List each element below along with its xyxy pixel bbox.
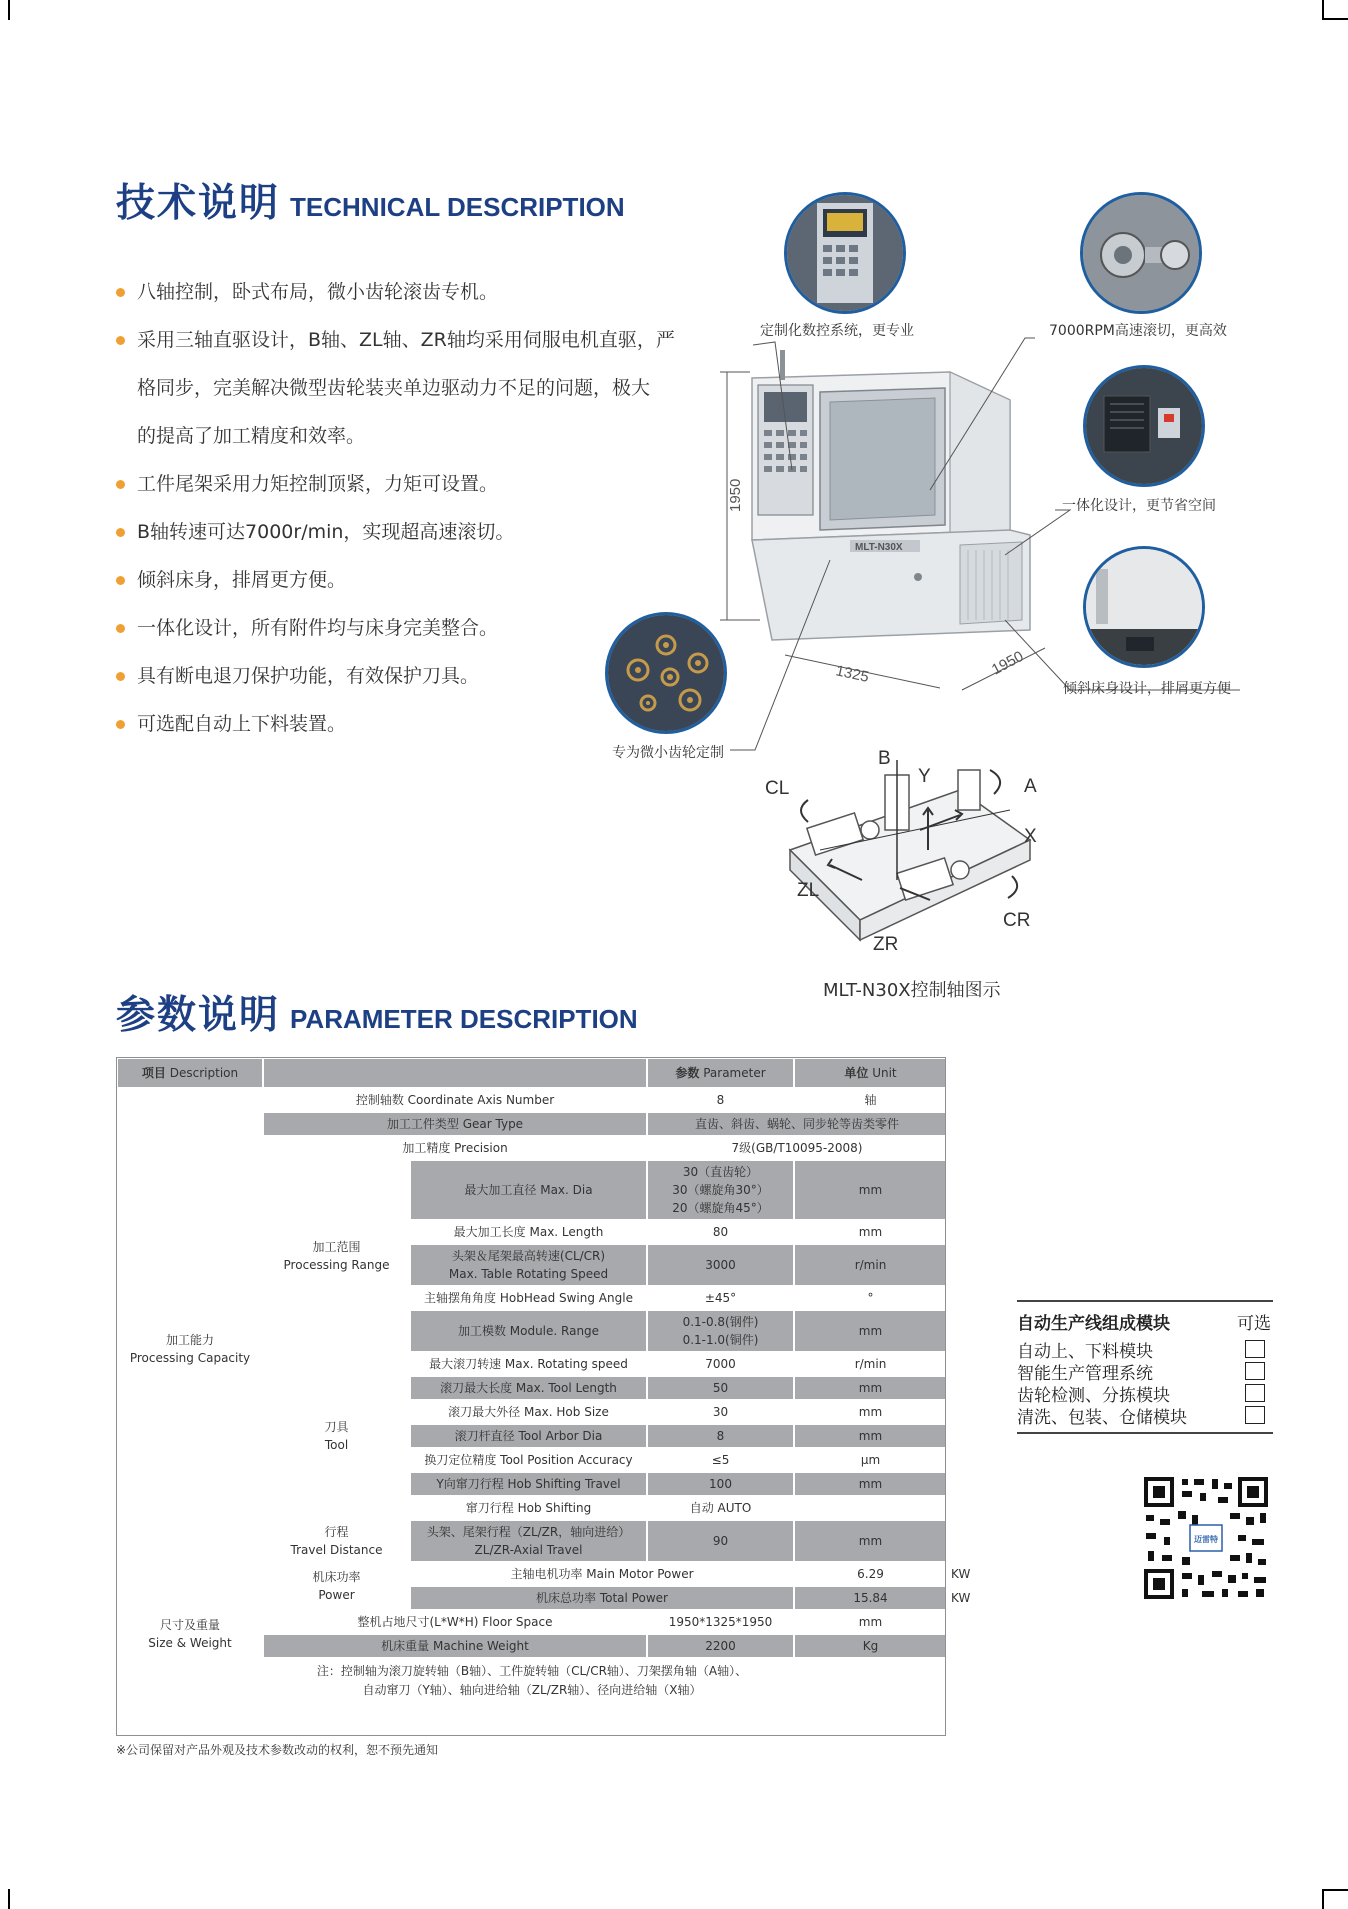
row-label: 主轴电机功率 Main Motor Power xyxy=(410,1562,794,1586)
axis-label-B: B xyxy=(878,748,891,769)
machine-model-plate: MLT-N30X xyxy=(855,542,903,553)
feature-item: B轴转速可达7000r/min，实现超高速滚切。 xyxy=(115,508,675,556)
row-label: 头架、尾架行程（ZL/ZR，轴向进给） ZL/ZR-Axial Travel xyxy=(410,1520,647,1562)
row-unit: mm xyxy=(794,1610,947,1634)
group-size: 尺寸及重量 Size & Weight xyxy=(117,1610,263,1658)
row-label: 控制轴数 Coordinate Axis Number xyxy=(263,1088,647,1112)
axis-label-X: X xyxy=(1024,826,1037,847)
module-checkbox[interactable] xyxy=(1245,1384,1265,1402)
integrated-photo-circle xyxy=(1083,365,1205,487)
module-label: 自动上、下料模块 xyxy=(1017,1341,1153,1362)
axis-label-ZL: ZL xyxy=(797,880,820,901)
spindle-photo-circle xyxy=(1080,192,1202,314)
row-value: 8 xyxy=(647,1424,794,1448)
group-travel: 行程 Travel Distance xyxy=(263,1520,410,1562)
row-value: 0.1-0.8(钢件) 0.1-1.0(铜件) xyxy=(647,1310,794,1352)
spindle-icon xyxy=(1083,195,1199,311)
row-unit: mm xyxy=(794,1220,947,1244)
row-unit xyxy=(794,1496,947,1520)
modules-bottom-rule xyxy=(1017,1432,1273,1434)
bed-icon xyxy=(1086,549,1202,665)
callout-speed: 7000RPM高速滚切，更高效 xyxy=(1049,323,1227,339)
row-label: 主轴摆角角度 HobHead Swing Angle xyxy=(410,1286,647,1310)
axis-label-CL: CL xyxy=(765,778,790,799)
crop-mark-top-right xyxy=(1322,0,1324,20)
row-unit: mm xyxy=(794,1160,947,1220)
parameter-title-cn: 参数说明 xyxy=(116,993,281,1038)
callout-bed: 倾斜床身设计，排屑更方便 xyxy=(1063,681,1231,697)
optional-modules xyxy=(1017,1300,1273,1434)
group-range: 加工范围 Processing Range xyxy=(263,1160,410,1352)
header-item: 项目 Description xyxy=(117,1058,263,1088)
module-checkbox[interactable] xyxy=(1245,1362,1265,1380)
row-value: 30（直齿轮） 30（螺旋角30°） 20（螺旋角45°） xyxy=(647,1160,794,1220)
callout-gears: 专为微小齿轮定制 xyxy=(612,745,724,761)
gears-photo-circle xyxy=(605,612,727,734)
module-row xyxy=(1017,1404,1273,1426)
feature-item: 工件尾架采用力矩控制顶紧，力矩可设置。 xyxy=(115,460,675,508)
dim-height: 1950 xyxy=(727,478,744,512)
feature-item: 具有断电退刀保护功能，有效保护刀具。 xyxy=(115,652,675,700)
table-row: 机床总功率 Total Power 15.84 KW xyxy=(117,1586,947,1610)
header-blank xyxy=(263,1058,647,1088)
feature-list xyxy=(115,268,675,748)
axis-label-CR: CR xyxy=(1003,910,1031,931)
module-label: 智能生产管理系统 xyxy=(1017,1363,1153,1384)
axis-diagram xyxy=(780,750,1040,950)
row-label: 加工精度 Precision xyxy=(263,1136,647,1160)
table-note: 注：控制轴为滚刀旋转轴（B轴）、工件旋转轴（CL/CR轴）、刀架摆角轴（A轴）、 自动窜刀（Y轴）、轴向进给轴（ZL/ZR轴）、径向进给轴（X轴） xyxy=(117,1658,947,1704)
qr-code xyxy=(1142,1475,1270,1601)
row-label: 窜刀行程 Hob Shifting xyxy=(410,1496,647,1520)
feature-item: 一体化设计，所有附件均与床身完美整合。 xyxy=(115,604,675,652)
module-checkbox[interactable] xyxy=(1245,1406,1265,1424)
micro-gears-icon xyxy=(608,615,724,731)
modules-header xyxy=(1017,1300,1273,1338)
row-label: Y向窜刀行程 Hob Shifting Travel xyxy=(410,1472,647,1496)
row-unit: r/min xyxy=(794,1352,947,1376)
header-unit: 单位 Unit xyxy=(794,1058,947,1088)
row-unit: Kg xyxy=(794,1634,947,1658)
row-label: 滚刀最大外径 Max. Hob Size xyxy=(410,1400,647,1424)
modules-optional-label: 可选 xyxy=(1237,1314,1271,1334)
row-value: ≤5 xyxy=(647,1448,794,1472)
row-label: 换刀定位精度 Tool Position Accuracy xyxy=(410,1448,647,1472)
row-value: 直齿、斜齿、蜗轮、同步轮等齿类零件 xyxy=(647,1112,947,1136)
crop-mark-bottom-right-h xyxy=(1322,1889,1348,1891)
modules-title: 自动生产线组成模块 xyxy=(1017,1314,1170,1334)
row-label: 滚刀最大长度 Max. Tool Length xyxy=(410,1376,647,1400)
row-value: 2200 xyxy=(647,1634,794,1658)
row-label: 最大加工长度 Max. Length xyxy=(410,1220,647,1244)
row-label: 机床总功率 Total Power xyxy=(410,1586,794,1610)
crop-mark-top-right-h xyxy=(1322,18,1348,20)
row-label: 机床重量 Machine Weight xyxy=(263,1634,647,1658)
technical-title xyxy=(116,172,625,228)
feature-item: 可选配自动上下料装置。 xyxy=(115,700,675,748)
technical-title-en: TECHNICAL DESCRIPTION xyxy=(290,192,625,222)
feature-item: 倾斜床身，排屑更方便。 xyxy=(115,556,675,604)
callout-cnc: 定制化数控系统，更专业 xyxy=(760,323,914,339)
axis-label-Y: Y xyxy=(918,766,931,787)
row-value: 80 xyxy=(647,1220,794,1244)
row-label: 整机占地尺寸(L*W*H) Floor Space xyxy=(263,1610,647,1634)
crop-mark-bottom-left xyxy=(8,1889,10,1909)
group-capacity: 加工能力 Processing Capacity xyxy=(117,1088,263,1610)
row-unit: r/min xyxy=(794,1244,947,1286)
row-label: 最大加工直径 Max. Dia xyxy=(410,1160,647,1220)
row-unit: mm xyxy=(794,1472,947,1496)
cabinet-icon xyxy=(1086,368,1202,484)
row-unit: mm xyxy=(794,1520,947,1562)
group-power: 机床功率 Power xyxy=(263,1562,410,1610)
row-value: 50 xyxy=(647,1376,794,1400)
header-parameter: 参数 Parameter xyxy=(647,1058,794,1088)
dim-depth: 1950 xyxy=(988,647,1027,679)
feature-item: 八轴控制，卧式布局，微小齿轮滚齿专机。 xyxy=(115,268,675,316)
row-unit: μm xyxy=(794,1448,947,1472)
module-checkbox[interactable] xyxy=(1245,1340,1265,1358)
row-label: 加工模数 Module. Range xyxy=(410,1310,647,1352)
cnc-panel-icon xyxy=(787,195,903,311)
dim-width: 1325 xyxy=(834,662,871,686)
parameter-title-en: PARAMETER DESCRIPTION xyxy=(290,1004,638,1034)
axis-diagram-caption: MLT-N30X控制轴图示 xyxy=(823,980,1001,1001)
qr-logo-text: 迈雷特 xyxy=(1194,1535,1218,1544)
parameter-table xyxy=(116,1057,971,1705)
row-value: ±45° xyxy=(647,1286,794,1310)
feature-item-continued: 格同步，完美解决微型齿轮装夹单边驱动力不足的问题，极大 xyxy=(137,377,651,399)
row-value: 8 xyxy=(647,1088,794,1112)
module-label: 齿轮检测、分拣模块 xyxy=(1017,1385,1170,1406)
row-unit: mm xyxy=(794,1376,947,1400)
crop-mark-top-left xyxy=(8,0,10,20)
row-value: 1950*1325*1950 xyxy=(647,1610,794,1634)
row-value: 3000 xyxy=(647,1244,794,1286)
row-value: 6.29 xyxy=(794,1562,947,1586)
feature-item-continued: 的提高了加工精度和效率。 xyxy=(137,425,366,447)
callout-integrated: 一体化设计，更节省空间 xyxy=(1062,498,1216,514)
module-row xyxy=(1017,1360,1273,1382)
row-unit: mm xyxy=(794,1424,947,1448)
row-label: 滚刀杆直径 Tool Arbor Dia xyxy=(410,1424,647,1448)
axis-label-ZR: ZR xyxy=(873,934,899,955)
cnc-photo-circle xyxy=(784,192,906,314)
feature-item: 采用三轴直驱设计，B轴、ZL轴、ZR轴均采用伺服电机直驱，严 xyxy=(115,316,675,364)
row-value: 30 xyxy=(647,1400,794,1424)
axis-label-A: A xyxy=(1024,776,1037,797)
row-label: 头架＆尾架最高转速(CL/CR) Max. Table Rotating Speed xyxy=(410,1244,647,1286)
parameter-title xyxy=(116,984,638,1040)
module-row xyxy=(1017,1338,1273,1360)
row-unit: 轴 xyxy=(794,1088,947,1112)
row-value: 100 xyxy=(647,1472,794,1496)
bed-photo-circle xyxy=(1083,546,1205,668)
table-row xyxy=(117,1610,947,1634)
row-value: 自动 AUTO xyxy=(647,1496,794,1520)
row-value: 15.84 xyxy=(794,1586,947,1610)
row-unit: mm xyxy=(794,1310,947,1352)
module-row xyxy=(1017,1382,1273,1404)
row-unit: ° xyxy=(794,1286,947,1310)
table-header-row xyxy=(117,1058,947,1088)
table-note-row xyxy=(117,1658,947,1704)
row-value: 7级(GB/T10095-2008) xyxy=(647,1136,947,1160)
disclaimer-footnote: ※公司保留对产品外观及技术参数改动的权利，恕不预先通知 xyxy=(116,1743,439,1757)
group-tool: 刀具 Tool xyxy=(263,1352,410,1520)
table-row xyxy=(117,1088,947,1112)
row-value: 90 xyxy=(647,1520,794,1562)
module-label: 清洗、包装、仓储模块 xyxy=(1017,1407,1187,1428)
row-label: 最大滚刀转速 Max. Rotating speed xyxy=(410,1352,647,1376)
row-label: 加工工件类型 Gear Type xyxy=(263,1112,647,1136)
row-value: 7000 xyxy=(647,1352,794,1376)
table-row: 机床功率 Power 主轴电机功率 Main Motor Power 6.29 KW xyxy=(117,1562,947,1586)
row-unit: mm xyxy=(794,1400,947,1424)
crop-mark-bottom-right xyxy=(1322,1889,1324,1909)
technical-title-cn: 技术说明 xyxy=(116,181,281,226)
